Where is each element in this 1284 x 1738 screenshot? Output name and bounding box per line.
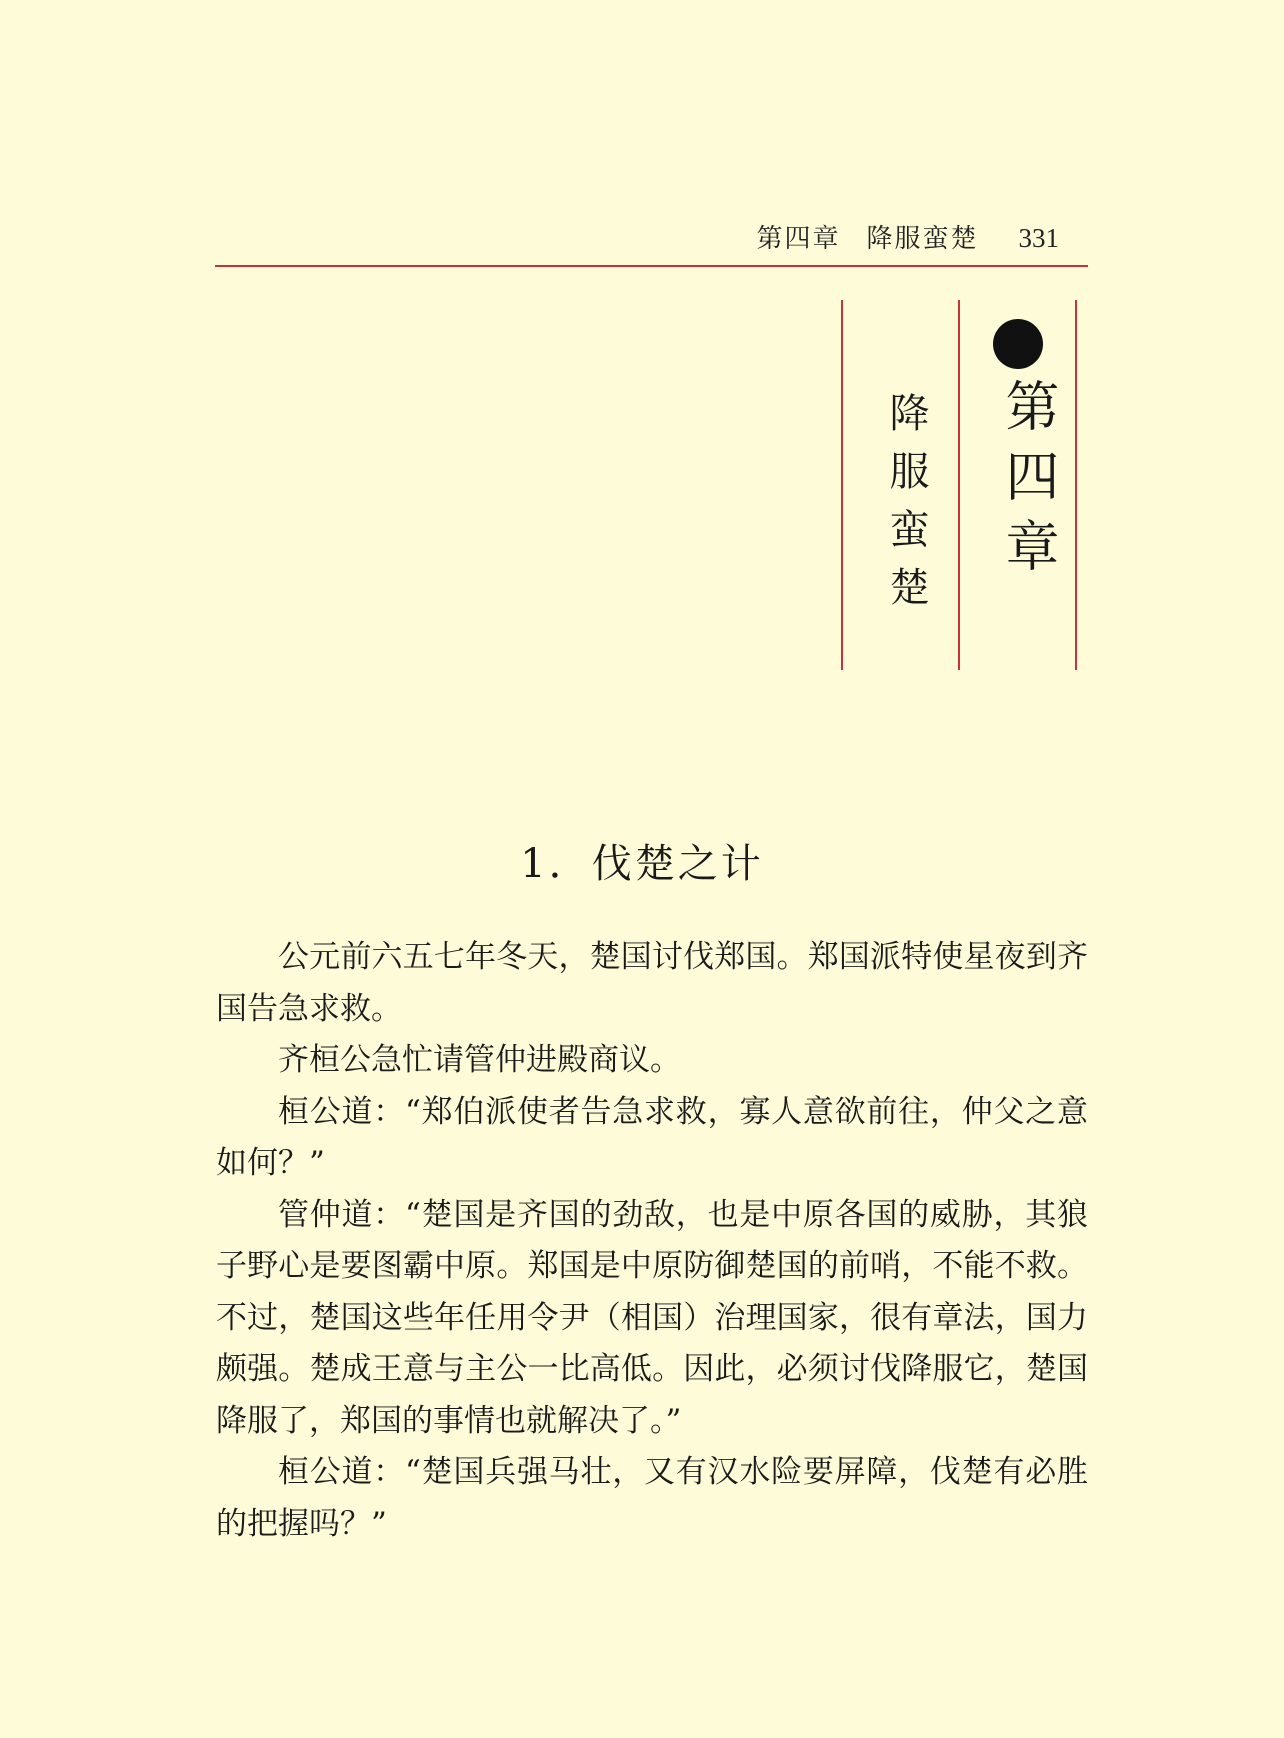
chapter-title: 降服蛮楚 (883, 392, 929, 624)
section-title: 1．伐楚之计 (520, 841, 764, 887)
page-number: 331 (1018, 223, 1059, 253)
paragraph: 管仲道：“楚国是齐国的劲敌，也是中原各国的威胁，其狼子野心是要图霸中原。郑国是中原防御楚国的前哨，不能不救。不过，楚国这些年任用令尹（相国）治理国家，很有章法，国力颇强。楚成王意与主公一比高低。因此，必须讨伐降服它，楚国降服了，郑国的事情也就解决了。” (216, 1196, 1088, 1439)
chapter-frame-line-right (1075, 300, 1077, 670)
chapter-number: 第四章 (997, 378, 1060, 588)
paragraph: 桓公道：“楚国兵强马壮，又有汉水险要屏障，伐楚有必胜的把握吗？” (216, 1454, 1088, 1542)
body-text (216, 932, 1088, 1550)
paragraph: 公元前六五七年冬天，楚国讨伐郑国。郑国派特使星夜到齐国告急求救。 (216, 939, 1088, 1027)
chapter-frame-line-middle (958, 300, 960, 670)
paragraph: 桓公道：“郑伯派使者告急求救，寡人意欲前往，仲父之意如何？” (216, 1093, 1088, 1181)
running-head-chapter: 第四章 (756, 224, 841, 254)
header-rule (215, 265, 1088, 267)
paragraph: 齐桓公急忙请管仲进殿商议。 (278, 1042, 681, 1078)
running-head (756, 218, 1059, 255)
chapter-frame-line-left (841, 300, 843, 670)
running-head-title: 降服蛮楚 (866, 224, 979, 254)
chapter-bullet-icon (993, 319, 1043, 369)
